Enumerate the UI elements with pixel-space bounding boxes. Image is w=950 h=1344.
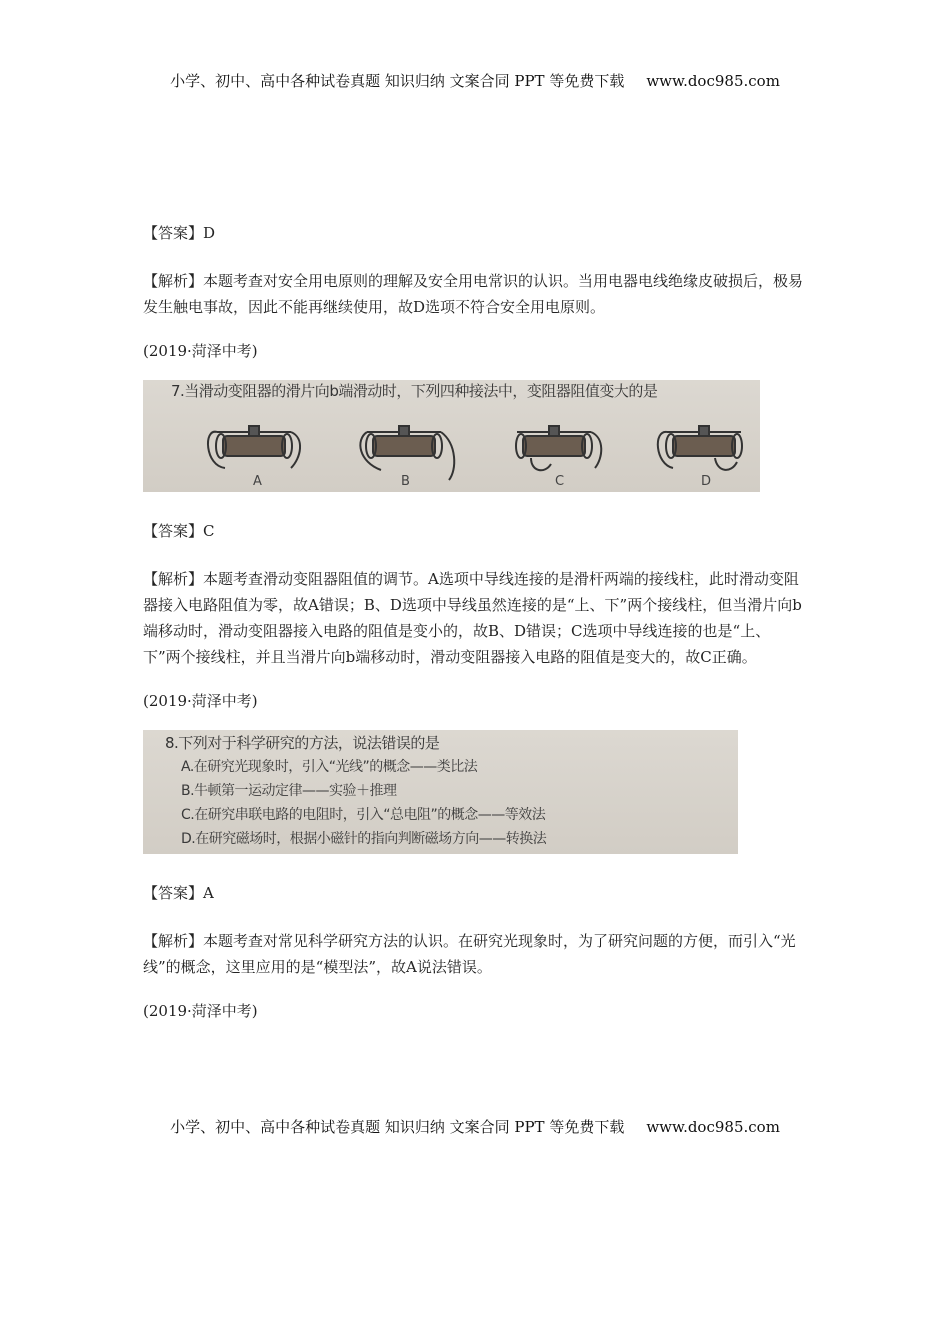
- answer-2: 【答案】C: [143, 522, 215, 540]
- answer-3: 【答案】A: [143, 884, 214, 902]
- question-8-option-a: A.在研究光现象时，引入“光线”的概念——类比法: [181, 759, 478, 775]
- header-site: www.doc985.com: [646, 72, 780, 90]
- question-8-text: 8.下列对于科学研究的方法，说法错误的是: [165, 734, 440, 752]
- question-8-option-c: C.在研究串联电路的电阻时，引入“总电阻”的概念——等效法: [181, 807, 546, 823]
- option-b-label: B: [401, 474, 410, 489]
- question-8-option-d: D.在研究磁场时，根据小磁针的指向判断磁场方向——转换法: [181, 831, 547, 847]
- option-c-label: C: [555, 474, 565, 489]
- rheostat-figures: [143, 380, 760, 492]
- source-1: (2019·菏泽中考): [143, 342, 258, 360]
- explanation-1: 【解析】本题考查对安全用电原则的理解及安全用电常识的认识。当用电器电线绝缘皮破损后，极易发生触电事故，因此不能再继续使用，故D选项不符合安全用电原则。: [143, 272, 804, 316]
- explanation-3: 【解析】本题考查对常见科学研究方法的认识。在研究光现象时，为了研究问题的方便，而引入“光线”的概念，这里应用的是“模型法”，故A说法错误。: [143, 932, 796, 976]
- footer-site: www.doc985.com: [646, 1118, 780, 1136]
- option-d-label: D: [701, 474, 712, 489]
- header-text: 小学、初中、高中各种试卷真题 知识归纳 文案合同 PPT 等免费下载: [170, 72, 625, 90]
- source-2: (2019·菏泽中考): [143, 692, 258, 710]
- explanation-2: 【解析】本题考查滑动变阻器阻值的调节。A选项中导线连接的是滑杆两端的接线柱，此时滑动变阻器接入电路阻值为零，故A错误；B、D选项中导线虽然连接的是“上、下”两个接线柱，但当滑片向b端移动时，滑动变阻器接入电路的阻值是变小的，故B、D错误；C选项中导线连接的也是“上、下”两个接线柱，并且当滑片向b端移动时，滑动变阻器接入电路的阻值是变大的，故C正确。: [143, 570, 802, 666]
- source-3: (2019·菏泽中考): [143, 1002, 258, 1020]
- rheostat-d-figure: [658, 426, 742, 470]
- question-8-option-b: B.牛顿第一运动定律——实验＋推理: [181, 783, 397, 799]
- answer-1: 【答案】D: [143, 224, 216, 242]
- rheostat-a-figure: [208, 426, 300, 468]
- rheostat-b-figure: [360, 426, 454, 480]
- rheostat-c-figure: [516, 426, 601, 470]
- footer-text: 小学、初中、高中各种试卷真题 知识归纳 文案合同 PPT 等免费下载: [170, 1118, 625, 1136]
- question-7-text: 7.当滑动变阻器的滑片向b端滑动时，下列四种接法中，变阻器阻值变大的是: [171, 382, 658, 400]
- option-a-label: A: [253, 474, 262, 489]
- page-content: [143, 220, 807, 1040]
- page-header: [0, 70, 950, 91]
- question-7-photo: [143, 380, 760, 492]
- page-footer: [0, 1116, 950, 1137]
- question-8-photo: [143, 730, 738, 854]
